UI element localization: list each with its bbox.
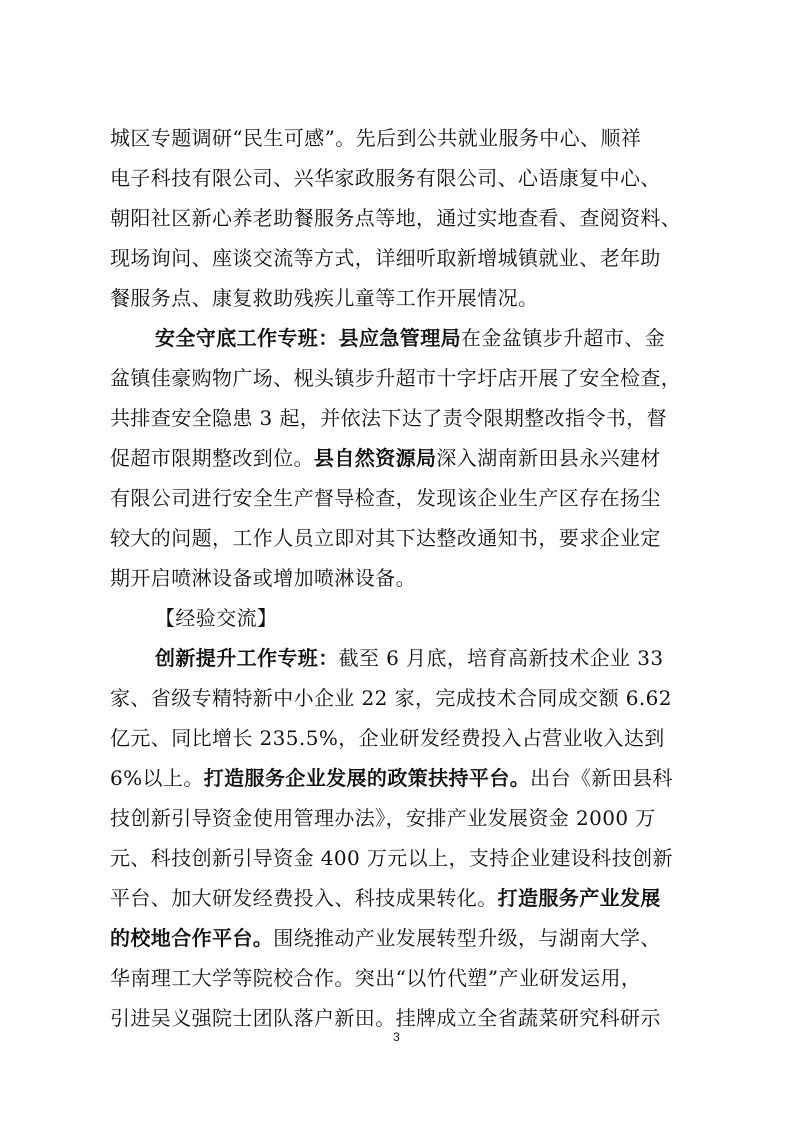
text-line: [110, 358, 685, 398]
text-line: [110, 758, 685, 798]
text-run: 朝阳社区新心养老助餐服务点等地，通过实地查看、查阅资料、: [110, 206, 682, 230]
agency-name: 县应急管理局: [338, 326, 462, 350]
text-run: 促超市限期整改到位。: [110, 446, 314, 470]
text-run: 引进吴义强院士团队落户新田。挂牌成立全省蔬菜研究科研示: [110, 1006, 661, 1030]
bold-phrase: 的校地合作平台。: [110, 926, 274, 950]
text-run: 较大的问题，工作人员立即对其下达整改通知书，要求企业定: [110, 526, 661, 550]
section-title: [110, 598, 685, 638]
section-experience-exchange: [110, 598, 685, 638]
page-number: 3: [393, 1030, 400, 1044]
text-run: 在金盆镇步升超市、金: [461, 326, 666, 350]
paragraph-safety-team: [110, 318, 685, 598]
section-heading: 创新提升工作专班：: [155, 646, 339, 670]
paragraph-minsheng-research: [110, 118, 685, 318]
text-line: [110, 678, 685, 718]
agency-name: 县自然资源局: [314, 446, 437, 470]
text-line: [110, 278, 685, 318]
text-run: 盆镇佳豪购物广场、枧头镇步升超市十字圩店开展了安全检查，: [110, 366, 682, 390]
text-line: [110, 958, 685, 998]
text-line: [110, 798, 685, 838]
text-line: [110, 918, 685, 958]
text-line: [110, 238, 685, 278]
text-run: 6%以上。: [110, 766, 204, 790]
text-line: [110, 718, 685, 758]
text-run: 技创新引导资金使用管理办法》，安排产业发展资金 2000 万: [110, 806, 656, 830]
text-line: [110, 198, 685, 238]
text-run: 现场询问、座谈交流等方式，详细听取新增城镇就业、老年助: [110, 246, 661, 270]
text-run: 截至 6 月底，培育高新技术企业 33: [338, 646, 664, 670]
text-run: 有限公司进行安全生产督导检查，发现该企业生产区存在扬尘: [110, 486, 661, 510]
text-line: [110, 878, 685, 918]
text-line: [110, 638, 685, 678]
text-run: 亿元、同比增长 235.5%，企业研发经费投入占营业收入达到: [110, 726, 665, 750]
text-run: 共排查安全隐患 3 起，并依法下达了责令限期整改指令书，督: [110, 406, 668, 430]
bold-phrase: 打造服务产业发展: [497, 886, 661, 910]
text-line: [110, 558, 685, 598]
section-heading: 安全守底工作专班：: [155, 326, 339, 350]
text-line: [110, 158, 685, 198]
text-run: 期开启喷淋设备或增加喷淋设备。: [110, 566, 416, 590]
text-line: [110, 438, 685, 478]
text-run: 元、科技创新引导资金 400 万元以上，支持企业建设科技创新: [110, 846, 673, 870]
text-run: 华南理工大学等院校合作。突出“以竹代塑”产业研发运用，: [110, 966, 642, 990]
text-line: [110, 118, 685, 158]
bold-phrase: 打造服务企业发展的政策扶持平台。: [203, 766, 531, 790]
text-run: 城区专题调研“民生可感”。先后到公共就业服务中心、顺祥: [110, 126, 642, 150]
document-body: [110, 118, 685, 1038]
text-run: 电子科技有限公司、兴华家政服务有限公司、心语康复中心、: [110, 166, 661, 190]
text-run: 【经验交流】: [155, 606, 278, 630]
text-run: 平台、加大研发经费投入、科技成果转化。: [110, 886, 498, 910]
text-line: [110, 478, 685, 518]
text-run: 围绕推动产业发展转型升级，与湖南大学、: [273, 926, 661, 950]
text-run: 出台《新田县科: [530, 766, 673, 790]
text-line: [110, 318, 685, 358]
text-run: 深入湖南新田县永兴建材: [436, 446, 661, 470]
text-run: 餐服务点、康复救助残疾儿童等工作开展情况。: [110, 286, 539, 310]
text-line: [110, 398, 685, 438]
paragraph-innovation-team: [110, 638, 685, 1038]
text-line: [110, 838, 685, 878]
text-run: 家、省级专精特新中小企业 22 家，完成技术合同成交额 6.62: [110, 686, 672, 710]
text-line: [110, 518, 685, 558]
